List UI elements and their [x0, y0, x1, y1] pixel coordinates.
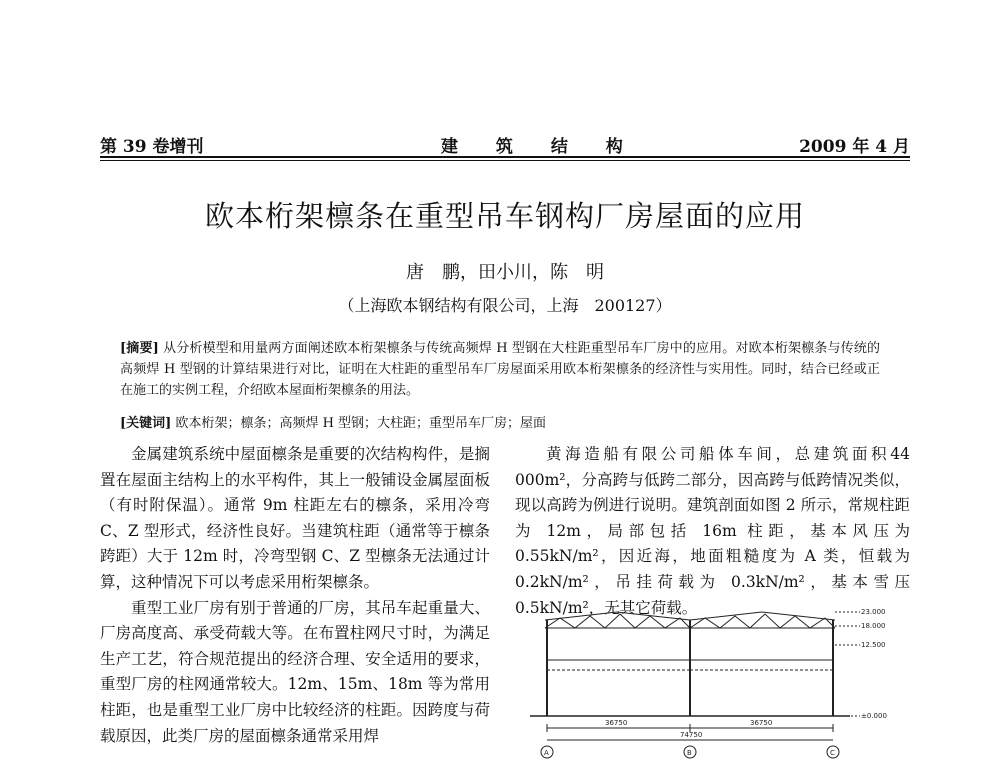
body-column-right	[515, 442, 910, 621]
journal-name: 建 筑 结 构	[441, 137, 639, 157]
keywords	[120, 412, 880, 431]
body-paragraph: 金属建筑系统中屋面檩条是重要的次结构构件，是搁置在屋面主结构上的水平构件，其上一般铺设金属屋面板（有时附保温）。通常 9m 柱距左右的檩条，采用冷弯 C、Z 型形式，经济性良好。当建筑柱距（通常等于檩条跨距）大于 12m 时，冷弯型钢 C、Z 型檩条无法通过计算，这种情况下可以考虑采用桁架檩条。	[100, 445, 490, 591]
journal-date: 2009 年 4 月	[799, 137, 910, 157]
dimension-label: 36750	[605, 719, 628, 727]
header-rule-thin	[100, 160, 910, 161]
header-rule-thick	[100, 156, 910, 158]
paper-affiliation: （上海欧本钢结构有限公司，上海 200127）	[338, 296, 672, 315]
roof-truss-web-right	[690, 614, 835, 628]
abstract	[120, 338, 880, 401]
roof-truss-web-left	[545, 614, 690, 628]
abstract-text: 从分析模型和用量两方面阐述欧本桁架檩条与传统高频焊 H 型钢在大柱距重型吊车厂房中的应用。对欧本桁架檩条与传统的高频焊 H 型钢的计算结果进行对比，证明在大柱距的重型吊车厂房屋面采用欧本桁架檩条的经济性与实用性。同时，结合已经或正在施工的实例工程，介绍欧本屋面桁架檩条的用法。	[120, 341, 880, 398]
dimension-label: 36750	[750, 719, 773, 727]
body-column-left	[100, 442, 490, 749]
elevation-label: 12.500	[861, 641, 886, 649]
dimension-label: 74750	[680, 731, 703, 739]
keywords-label: [关键词]	[120, 416, 172, 431]
axis-label: A	[544, 749, 549, 757]
keywords-text: 欧本桁架；檩条；高频焊 H 型钢；大柱距；重型吊车厂房；屋面	[175, 416, 547, 431]
section-drawing	[515, 600, 905, 760]
body-paragraph: 重型工业厂房有别于普通的厂房，其吊车起重量大、厂房高度高、承受荷载大等。在布置柱网尺寸时，为满足生产工艺，符合规范提出的经济合理、安全适用的要求，重型厂房的柱网通常较大。12m、15m、18m 等为常用柱距，也是重型工业厂房中比较经济的柱距。因跨度与荷载原因，此类厂房的屋面檩条通常采用焊	[100, 598, 490, 745]
abstract-label: [摘要]	[120, 341, 159, 356]
journal-volume: 第 39 卷增刊	[100, 137, 204, 157]
building-section-figure	[515, 600, 905, 760]
elevation-label: ±0.000	[861, 712, 887, 720]
axis-label: B	[687, 749, 692, 757]
paper-authors: 唐 鹏，田小川，陈 明	[406, 262, 604, 283]
paper-title: 欧本桁架檩条在重型吊车钢构厂房屋面的应用	[204, 199, 805, 233]
elevation-label: 18.000	[861, 622, 886, 630]
body-paragraph: 黄海造船有限公司船体车间，总建筑面积44 000m²，分高跨与低跨二部分，因高跨与低跨情况类似，现以高跨为例进行说明。建筑剖面如图 2 所示，常规柱距为 12m，局部包括 16m 柱距，基本风压为0.55kN/m²，因近海，地面粗糙度为 A 类，恒载为0.2kN/m²，吊挂荷载为 0.3kN/m²，基本雪压 0.5kN/m²，无其它荷载。	[515, 445, 910, 617]
elevation-label: 23.000	[861, 608, 886, 616]
axis-label: C	[830, 749, 835, 757]
